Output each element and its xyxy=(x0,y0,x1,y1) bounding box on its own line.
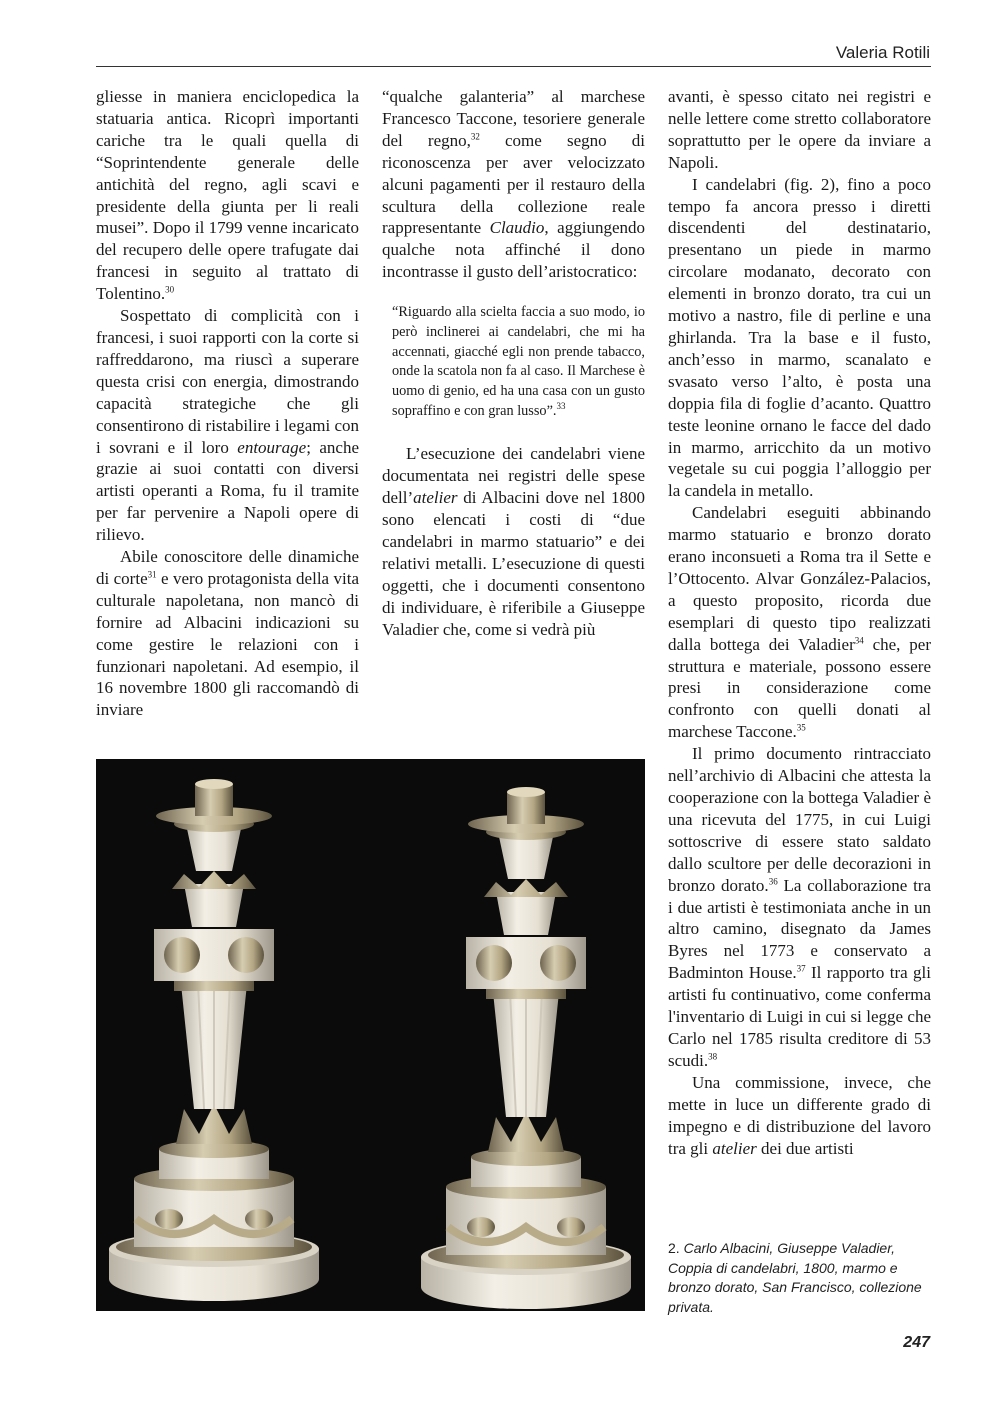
paragraph xyxy=(96,305,359,546)
paragraph-text: dei due artisti xyxy=(756,1138,854,1158)
footnote-ref[interactable]: 31 xyxy=(147,569,157,580)
paragraph-text: che, per struttura e materiale, possono essere presi in considerazione come confronto con quelli donati al marchese Taccone. xyxy=(668,634,931,742)
paragraph-text: La collaborazione tra i due artisti è testimoniata anche in un altro camino, disegnato da James Byres nel 1773 e conservato a Badminton House. xyxy=(668,875,931,983)
caption-text: Carlo Albacini, Giuseppe Valadier, Coppia di candelabri, 1800, marmo e bronzo dorato, San Francisco, collezione privata. xyxy=(668,1240,922,1315)
paragraph-text: Abile conoscitore delle dinamiche di corte xyxy=(96,547,359,588)
paragraph-text: , aggiungendo qualche nota affinché il dono incontrasse il gusto dell’aristocratico: xyxy=(382,218,645,282)
footnote-ref[interactable]: 30 xyxy=(165,284,175,295)
paragraph xyxy=(668,86,931,174)
paragraph-text: come segno di riconoscenza per aver velocizzato alcuni pagamenti per il restauro della scultura della collezione reale rappresentante xyxy=(382,130,645,238)
paragraph-text: ; anche grazie ai suoi contatti con diversi artisti operanti a Roma, fu il tramite per far pervenire a Napoli opere di rilievo. xyxy=(96,437,360,545)
paragraph-text: e vero protagonista della vita culturale napoletana, non mancò di fornire ad Albacini indicazioni su come gestire le relazioni con i funzionari napoletani. Ad esempio, il 16 novembre 1800 gli raccomandò di inviare xyxy=(96,568,360,720)
italic-term: entourage xyxy=(237,437,307,457)
paragraph xyxy=(382,86,645,283)
page-number: 247 xyxy=(903,1334,930,1351)
paragraph xyxy=(668,502,931,743)
paragraph xyxy=(382,443,645,640)
paragraph-text: Una commissione, invece, che mette in luce un differente grado di impegno e di distribuzione del lavoro tra gli xyxy=(668,1072,931,1158)
running-header-author: Valeria Rotili xyxy=(835,43,930,62)
paragraph xyxy=(96,546,359,721)
footnote-ref[interactable]: 33 xyxy=(556,400,566,411)
footnote-ref[interactable]: 37 xyxy=(796,963,806,974)
footnote-ref[interactable]: 35 xyxy=(796,722,806,733)
paragraph-text: gliesse in maniera enciclopedica la statuaria antica. Ricoprì importanti cariche tra le quali quella di “Soprintendente generale delle antichità del regno, agli scavi e presidente della giunta per li reali musei”. Dopo il 1799 venne incaricato del recupero delle opere trafugate dai francesi in seguito al trattato di Tolentino. xyxy=(96,87,359,304)
paragraph-text: avanti, è spesso citato nei registri e nelle lettere come stretto collaboratore soprattutto per le opere da inviare a Napoli. xyxy=(668,87,931,172)
footnote-ref[interactable]: 38 xyxy=(708,1051,718,1062)
header-rule xyxy=(96,66,931,67)
figure-candelabra-photo xyxy=(96,759,645,1311)
text-column-2 xyxy=(382,86,645,641)
footnote-ref[interactable]: 34 xyxy=(854,635,864,645)
italic-term: atelier xyxy=(413,488,458,508)
paragraph-text: Il rapporto tra gli artisti fu continuativo, come conferma l'inventario di Luigi in cui si legge che Carlo nel 1785 risulta creditore di 53 scudi. xyxy=(668,963,931,1070)
text-column-1 xyxy=(96,86,359,721)
paragraph-text: “qualche galanteria” al marchese Francesco Taccone, tesoriere generale del regno, xyxy=(382,87,645,150)
italic-term: Claudio xyxy=(489,218,545,238)
figure-number: 2. xyxy=(668,1240,680,1256)
candelabra-illustration xyxy=(96,759,645,1311)
paragraph-text: di Albacini dove nel 1800 sono elencati i costi di “due candelabri in marmo statuario” e dei relativi metalli. L’esecuzione di questi oggetti, che i documenti consentono di individuare, è riferibile a Giuseppe Valadier che, come si vedrà più xyxy=(382,488,645,639)
paragraph-text: Il primo documento rintracciato nell’archivio di Albacini che attesta la cooperazione con la bottega Valadier è una ricevuta del 1775, in cui Luigi sottoscrive di essere stato saldato dallo scultore per delle decorazioni in bronzo dorato. xyxy=(668,744,931,895)
footnote-ref[interactable]: 36 xyxy=(768,875,778,886)
block-quote xyxy=(392,303,645,421)
paragraph xyxy=(668,1072,931,1160)
paragraph-text: L’esecuzione dei candelabri viene documentata nei registri delle spese dell’ xyxy=(382,444,645,508)
paragraph-text: Sospettato di complicità con i francesi, i suoi rapporti con la corte si raffreddarono, ma riuscì a superare questa crisi con energia, dimostrando capacità strategiche che gli consentirono di ristabilire i legami con i sovrani e il loro xyxy=(96,306,359,457)
paragraph-text: I candelabri (fig. 2), fino a poco tempo fa ancora presso i diretti discendenti del destinatario, presentano un piede in marmo circolare modanato, decorato con elementi in bronzo dorato, tra cui un motivo a nastro, file di perline e una ghirlanda. Tra la base e il fusto, anch’esso in marmo, scanalato e svasato verso l’alto, è posta una doppia fila di foglie d’acanto. Quattro teste leonine ornano le facce del dado in marmo, arricchito da un motivo vegetale su cui poggia l’alloggio per la candela in metallo. xyxy=(668,174,931,501)
figure-caption xyxy=(668,1239,938,1317)
footnote-ref[interactable]: 32 xyxy=(470,131,480,142)
quote-text: “Riguardo alla scielta faccia a suo modo, io però inclinerei ai candelabri, che mi ha accennati, giacché egli non prende tabacco, onde la scatola non fa al caso. Il Marchese è uomo di genio, ed ha una casa con un gusto sopraffino e con gran lusso”. xyxy=(392,304,645,419)
paragraph xyxy=(96,86,359,305)
text-column-3 xyxy=(668,86,931,1159)
paragraph xyxy=(668,743,931,1072)
paragraph-text: Candelabri eseguiti abbinando marmo statuario e bronzo dorato erano inconsueti a Roma tra il Sette e l’Ottocento. Alvar González-Palacios, a questo proposito, ricorda due esemplari di questo tipo realizzati dalla bottega dei Valadier xyxy=(668,503,931,654)
italic-term: atelier xyxy=(712,1138,757,1158)
paragraph xyxy=(668,174,931,503)
